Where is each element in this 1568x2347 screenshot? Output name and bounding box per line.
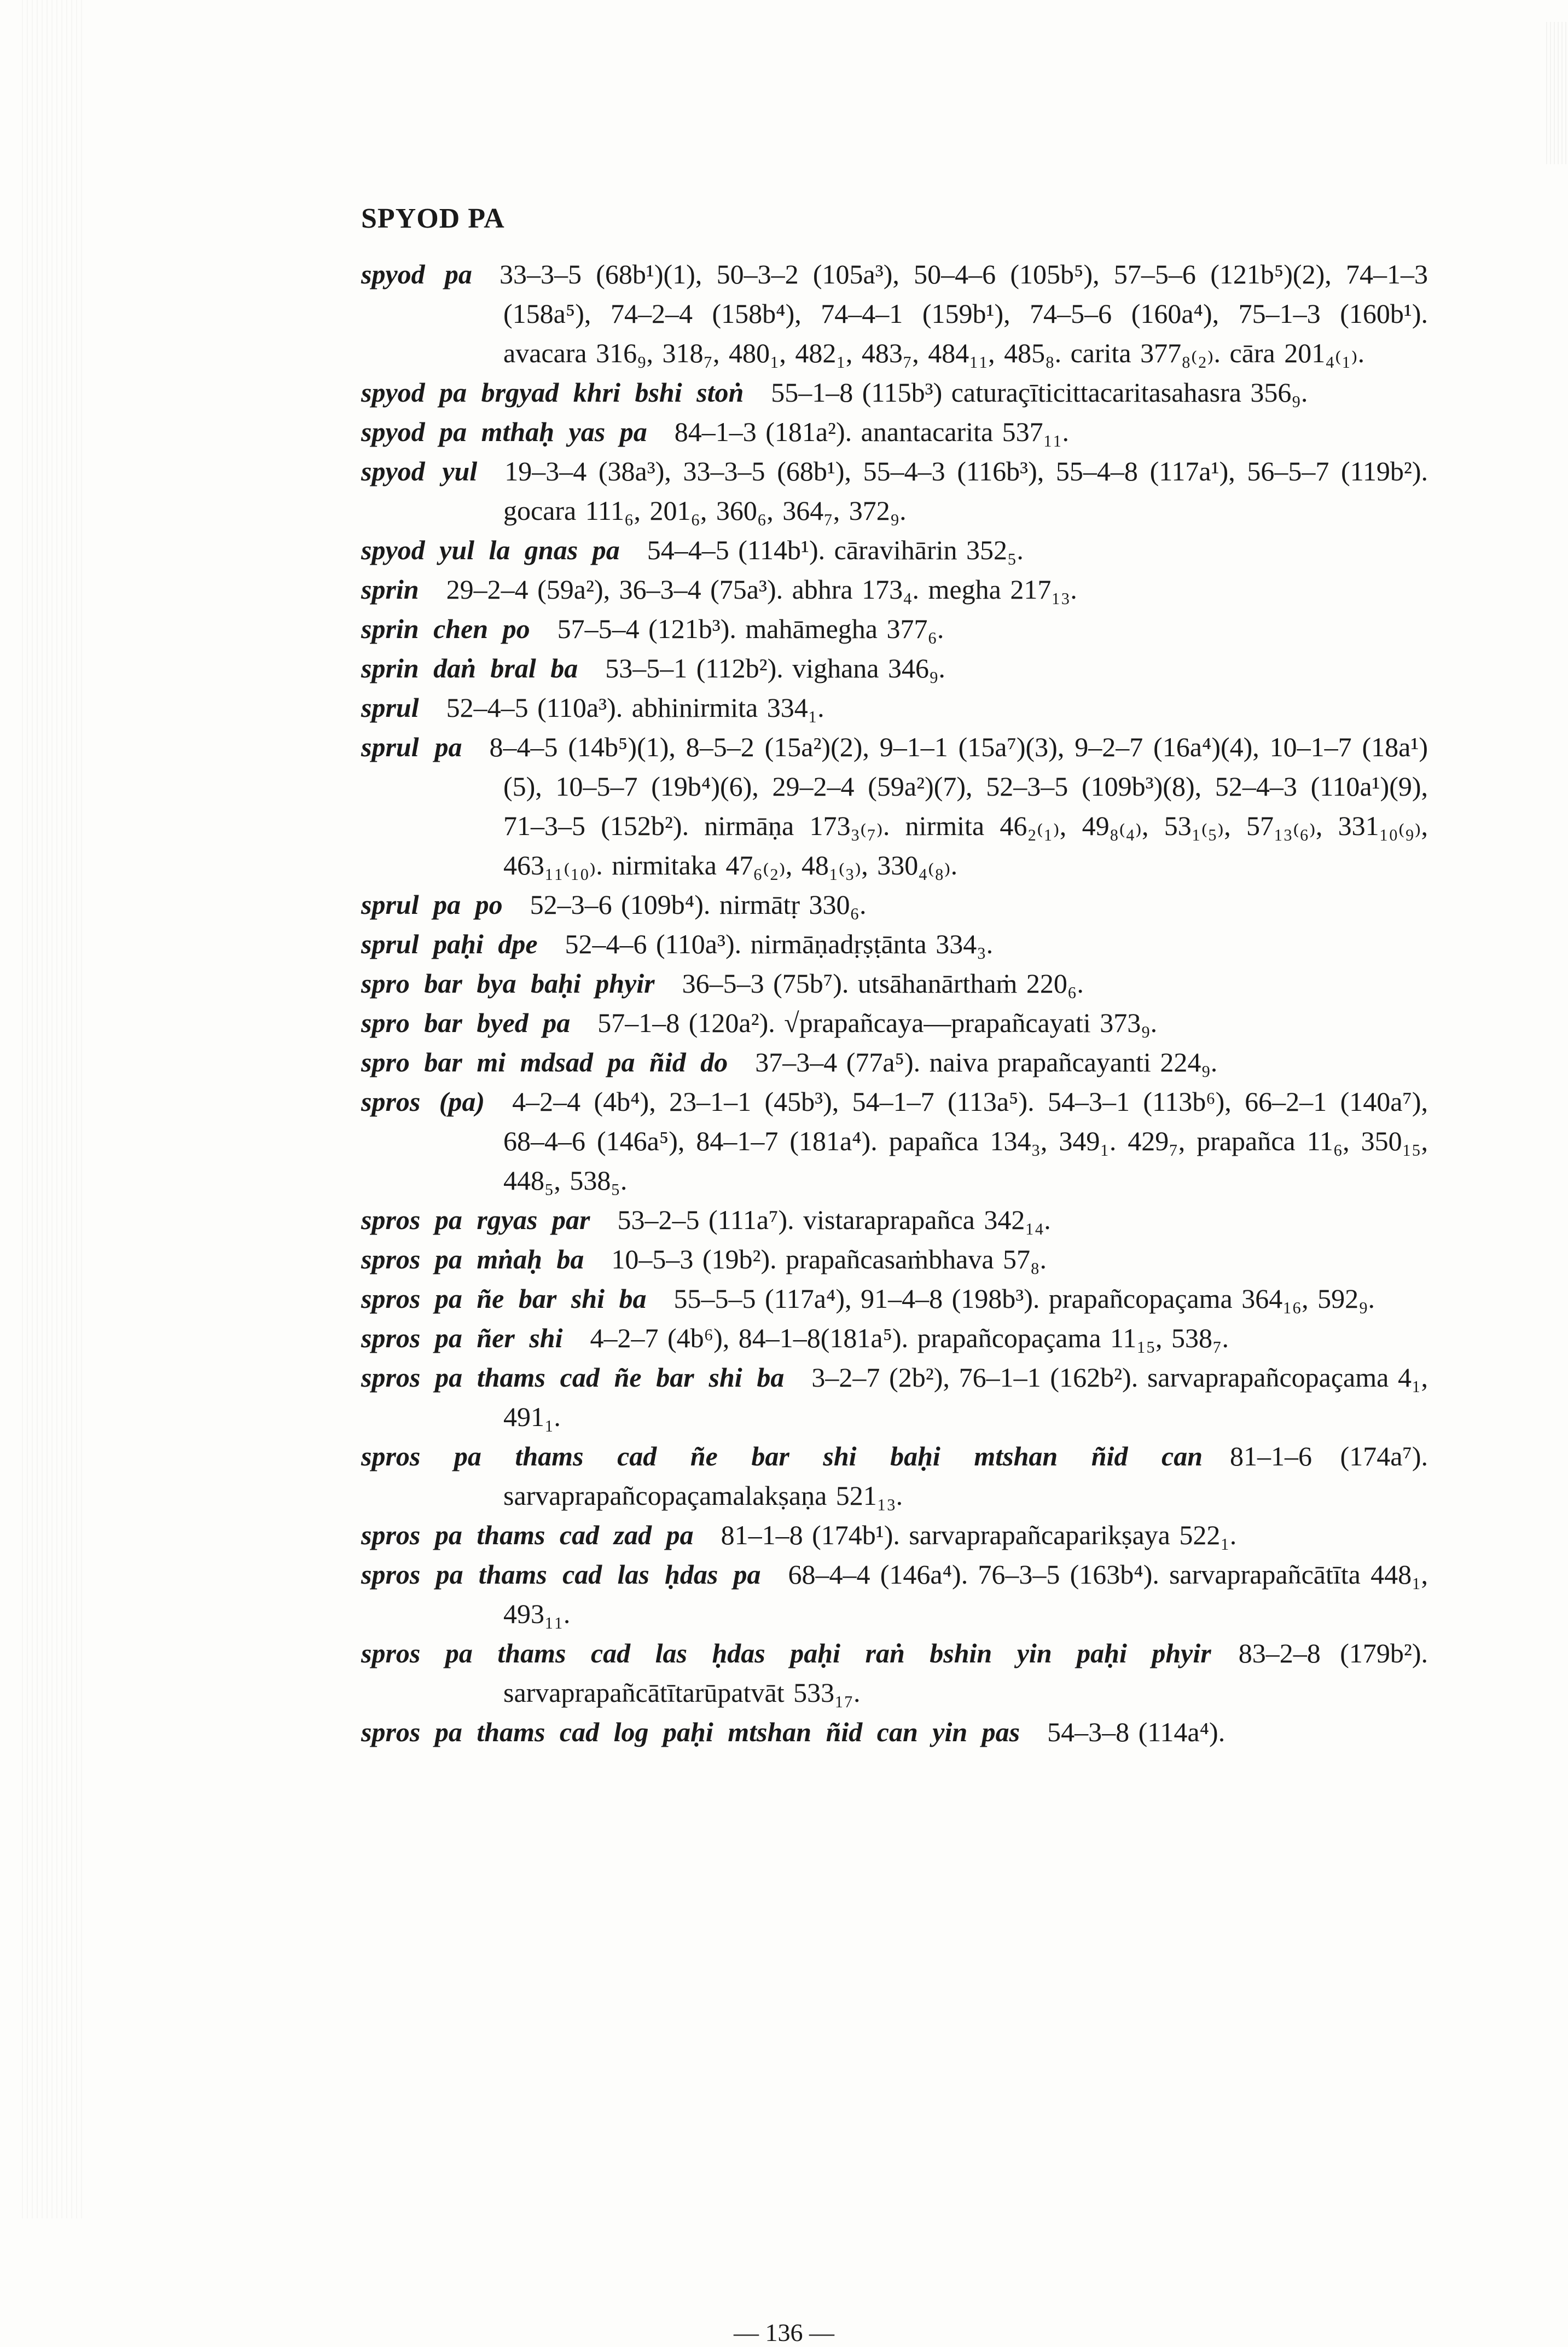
glossary-entry — [361, 570, 1428, 609]
entry-term: spyod pa brgyad khri bshi stoṅ — [361, 377, 744, 408]
entry-term: spros pa thams cad log paḥi mtshan ñid can yin pas — [361, 1717, 1020, 1747]
entry-text: 55–5–5 (117a⁴), 91–4–8 (198b³). prapañcopaçama 364₁₆, 592₉. — [673, 1283, 1375, 1314]
entry-text: 81–1–8 (174b¹). sarvaprapañcaparikṣaya 522₁. — [721, 1520, 1237, 1550]
entry-term: spros pa thams cad las ḥdas pa — [361, 1559, 761, 1590]
entry-term: spyod pa — [361, 259, 472, 289]
glossary-entries — [361, 254, 1428, 1752]
entry-term: spro bar mi mdsad pa ñid do — [361, 1047, 728, 1077]
glossary-entry — [361, 1436, 1428, 1515]
entry-term: spros pa thams cad ñe bar shi baḥi mtshan ñid can — [361, 1441, 1203, 1471]
entry-text: 36–5–3 (75b⁷). utsāhanārthaṁ 220₆. — [682, 968, 1084, 999]
glossary-entry — [361, 1633, 1428, 1712]
entry-text: 52–3–6 (109b⁴). nirmātṛ 330₆. — [530, 889, 867, 920]
glossary-entry — [361, 1318, 1428, 1358]
entry-term: spros pa ñe bar shi ba — [361, 1283, 647, 1314]
scan-edge-left — [22, 0, 82, 2218]
entry-text: 83–2–8 (179b²). sarvaprapañcātītarūpatvāt 533₁₇. — [503, 1638, 1428, 1708]
entry-text: 57–1–8 (120a²). √prapañcaya—prapañcayati 373₉. — [597, 1007, 1158, 1038]
glossary-entry — [361, 924, 1428, 964]
entry-term: spyod yul — [361, 456, 478, 486]
glossary-entry — [361, 609, 1428, 648]
entry-text: 4–2–7 (4b⁶), 84–1–8(181a⁵). prapañcopaçama 11₁₅, 538₇. — [590, 1323, 1229, 1353]
glossary-entry — [361, 964, 1428, 1003]
entry-term: sprul — [361, 692, 419, 723]
glossary-entry — [361, 1042, 1428, 1082]
entry-text: 4–2–4 (4b⁴), 23–1–1 (45b³), 54–1–7 (113a⁵). 54–3–1 (113b⁶), 66–2–1 (140a⁷), 68–4–6 (146a⁵), 84–1–7 (181a⁴). papañca 134₃, 349₁. 429₇, prapañca 11₆, 350₁₅, 448₅, 538₅. — [503, 1086, 1428, 1196]
glossary-entry — [361, 648, 1428, 688]
glossary-entry — [361, 1279, 1428, 1318]
entry-term: spros pa mṅaḥ ba — [361, 1244, 584, 1274]
entry-term: sprin daṅ bral ba — [361, 653, 578, 683]
entry-text: 84–1–3 (181a²). anantacarita 537₁₁. — [674, 416, 1070, 447]
entry-term: spyod pa mthaḥ yas pa — [361, 416, 647, 447]
entry-text: 53–2–5 (111a⁷). vistaraprapañca 342₁₄. — [617, 1204, 1051, 1235]
entry-text: 37–3–4 (77a⁵). naiva prapañcayanti 224₉. — [755, 1047, 1218, 1077]
entry-term: sprin chen po — [361, 613, 530, 644]
entry-text: 8–4–5 (14b⁵)(1), 8–5–2 (15a²)(2), 9–1–1 (15a⁷)(3), 9–2–7 (16a⁴)(4), 10–1–7 (18a¹)(5), 10–5–7 (19b⁴)(6), 29–2–4 (59a²)(7), 52–3–5 (109b³)(8), 52–4–3 (110a¹)(9), 71–3–5 (152b²). nirmāṇa 173₃₍₇₎. nirmita 46₂₍₁₎, 49₈₍₄₎, 53₁₍₅₎, 57₁₃₍₆₎, 331₁₀₍₉₎, 463₁₁₍₁₀₎. nirmitaka 47₆₍₂₎, 48₁₍₃₎, 330₄₍₈₎. — [489, 732, 1428, 880]
entry-term: sprin — [361, 574, 419, 605]
page-number: — 136 — — [734, 2319, 834, 2346]
entry-text: 52–4–6 (110a³). nirmāṇadṛṣṭānta 334₃. — [565, 929, 994, 959]
glossary-entry — [361, 1239, 1428, 1279]
glossary-entry — [361, 1712, 1428, 1752]
entry-term: spros pa thams cad las ḥdas paḥi raṅ bshin yin paḥi phyir — [361, 1638, 1211, 1668]
entry-text: 52–4–5 (110a³). abhinirmita 334₁. — [446, 692, 824, 723]
page-heading: SPYOD PA — [361, 203, 505, 234]
entry-term: sprul pa — [361, 732, 462, 762]
entry-term: spros pa ñer shi — [361, 1323, 563, 1353]
entry-text: 53–5–1 (112b²). vighana 346₉. — [605, 653, 945, 683]
entry-text: 3–2–7 (2b²), 76–1–1 (162b²). sarvaprapañcopaçama 4₁, 491₁. — [503, 1362, 1428, 1432]
entry-term: spros pa rgyas par — [361, 1204, 590, 1235]
entry-term: sprul pa po — [361, 889, 503, 920]
glossary-entry — [361, 1555, 1428, 1633]
scan-edge-right — [1546, 22, 1568, 164]
entry-term: spro bar byed pa — [361, 1007, 571, 1038]
entry-text: 54–3–8 (114a⁴). — [1047, 1717, 1226, 1747]
glossary-entry — [361, 1515, 1428, 1555]
entry-text: 33–3–5 (68b¹)(1), 50–3–2 (105a³), 50–4–6 (105b⁵), 57–5–6 (121b⁵)(2), 74–1–3 (158a⁵), 74–2–4 (158b⁴), 74–4–1 (159b¹), 74–5–6 (160a⁴), 75–1–3 (160b¹). avacara 316₉, 318₇, 480₁, 482₁, 483₇, 484₁₁, 485₈. carita 377₈₍₂₎. cāra 201₄₍₁₎. — [499, 259, 1428, 368]
glossary-entry — [361, 885, 1428, 924]
entry-term: spro bar bya baḥi phyir — [361, 968, 655, 999]
entry-term: spros (pa) — [361, 1086, 485, 1117]
entry-text: 54–4–5 (114b¹). cāravihārin 352₅. — [647, 535, 1024, 565]
entry-text: 81–1–6 (174a⁷). sarvaprapañcopaçamalakṣaṇa 521₁₃. — [503, 1441, 1428, 1511]
entry-text: 57–5–4 (121b³). mahāmegha 377₆. — [557, 613, 944, 644]
entry-text: 10–5–3 (19b²). prapañcasaṁbhava 57₈. — [611, 1244, 1047, 1274]
entry-text: 55–1–8 (115b³) caturaçīticittacaritasahasra 356₉. — [771, 377, 1308, 408]
glossary-entry — [361, 373, 1428, 412]
glossary-entry — [361, 254, 1428, 373]
glossary-entry — [361, 688, 1428, 727]
entry-term: spros pa thams cad zad pa — [361, 1520, 694, 1550]
glossary-entry — [361, 530, 1428, 570]
entry-text: 68–4–4 (146a⁴). 76–3–5 (163b⁴). sarvaprapañcātīta 448₁, 493₁₁. — [503, 1559, 1428, 1629]
glossary-entry — [361, 1358, 1428, 1436]
entry-text: 29–2–4 (59a²), 36–3–4 (75a³). abhra 173₄. megha 217₁₃. — [446, 574, 1077, 605]
entry-term: spyod yul la gnas pa — [361, 535, 620, 565]
entry-text: 19–3–4 (38a³), 33–3–5 (68b¹), 55–4–3 (116b³), 55–4–8 (117a¹), 56–5–7 (119b²). gocara 111₆, 201₆, 360₆, 364₇, 372₉. — [503, 456, 1428, 526]
glossary-entry — [361, 1003, 1428, 1042]
entry-term: spros pa thams cad ñe bar shi ba — [361, 1362, 785, 1393]
glossary-entry — [361, 727, 1428, 885]
glossary-entry — [361, 1200, 1428, 1239]
entry-term: sprul paḥi dpe — [361, 929, 538, 959]
glossary-entry — [361, 451, 1428, 530]
glossary-entry — [361, 412, 1428, 451]
glossary-entry — [361, 1082, 1428, 1200]
